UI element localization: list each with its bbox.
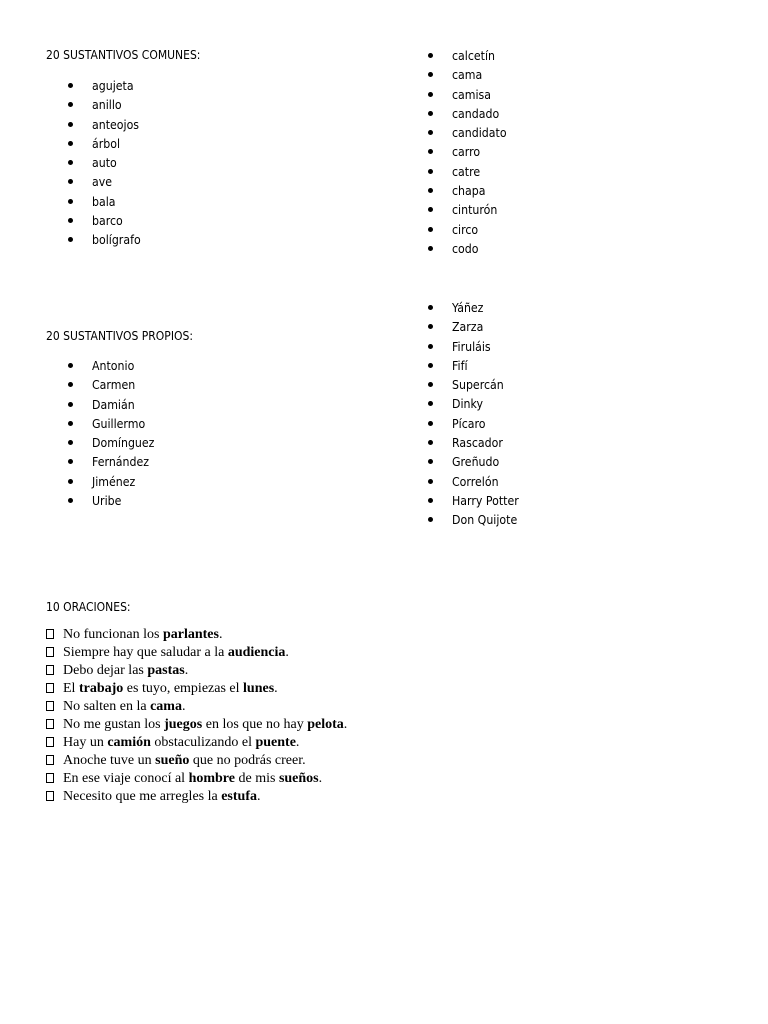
sentence-text: de mis	[234, 771, 279, 786]
sentence-item	[46, 698, 347, 716]
bullet-icon	[68, 421, 73, 426]
bullet-icon	[68, 479, 73, 484]
sentence-text: .	[181, 699, 186, 714]
list-item	[428, 239, 514, 258]
highlighted-noun: audiencia	[227, 645, 286, 660]
missing-glyph-icon	[46, 755, 54, 765]
sentence-item	[46, 626, 347, 644]
sentences-list	[46, 626, 347, 806]
highlighted-noun: trabajo	[78, 681, 124, 696]
highlighted-noun: puente	[255, 735, 296, 750]
bullet-icon	[68, 179, 73, 184]
list-item	[428, 452, 528, 471]
missing-glyph-icon	[46, 719, 54, 729]
sentence-text: .	[318, 771, 323, 786]
bullet-icon	[428, 401, 433, 406]
missing-glyph-icon	[46, 665, 54, 675]
proper-nouns-heading: 20 SUSTANTIVOS PROPIOS:	[46, 329, 194, 343]
list-item-text: Greñudo	[452, 454, 500, 470]
bullet-icon	[428, 324, 433, 329]
highlighted-noun: estufa	[221, 789, 257, 804]
list-item-text: Antonio	[92, 358, 135, 373]
list-item-text: Firuláis	[452, 338, 491, 354]
list-item-text: candado	[452, 105, 500, 121]
sentence-text: es tuyo, empiezas el	[123, 681, 244, 696]
list-item-text: calcetín	[452, 48, 496, 63]
list-item-text: cinturón	[452, 202, 498, 218]
bullet-icon	[68, 160, 73, 165]
missing-glyph-icon	[46, 791, 54, 801]
bullet-icon	[428, 246, 433, 251]
list-item-text: bolígrafo	[92, 232, 141, 248]
bullet-icon	[428, 305, 433, 310]
sentence-text: obstaculizando el	[150, 735, 256, 750]
list-item-text: Jiménez	[92, 473, 136, 489]
sentence-item	[46, 644, 347, 662]
sentence-item	[46, 770, 347, 788]
list-item	[428, 394, 528, 413]
sentence-text: .	[257, 789, 261, 804]
bullet-icon	[428, 53, 433, 58]
sentence-text: El	[63, 681, 79, 696]
sentence-text: que no podrás creer.	[189, 753, 306, 768]
sentence-text: No me gustan los	[63, 717, 165, 732]
bullet-icon	[68, 498, 73, 503]
common-nouns-list-left	[68, 76, 147, 250]
sentence-text: Debo dejar las	[63, 663, 148, 678]
sentence-text: .	[285, 645, 289, 660]
bullet-icon	[428, 382, 433, 387]
bullet-icon	[428, 421, 433, 426]
list-item	[428, 85, 514, 104]
list-item	[428, 433, 528, 452]
list-item	[428, 414, 528, 433]
list-item	[428, 162, 514, 181]
list-item	[428, 472, 528, 491]
sentence-item	[46, 662, 347, 680]
list-item	[68, 95, 147, 114]
list-item-text: Carmen	[92, 377, 136, 393]
bullet-icon	[428, 227, 433, 232]
proper-nouns-list-left	[68, 356, 163, 510]
list-item	[428, 356, 528, 375]
list-item	[428, 46, 514, 65]
list-item	[428, 491, 528, 510]
sentence-text: .	[184, 663, 189, 678]
bullet-icon	[428, 188, 433, 193]
bullet-icon	[68, 199, 73, 204]
sentence-text: No funcionan los	[63, 627, 163, 642]
list-item-text: Harry Potter	[452, 492, 519, 508]
list-item	[428, 123, 514, 142]
highlighted-noun: pastas	[147, 663, 185, 678]
list-item-text: carro	[452, 144, 481, 160]
sentence-text: Anoche tuve un	[63, 753, 156, 768]
list-item	[68, 395, 163, 414]
bullet-icon	[428, 479, 433, 484]
list-item-text: Supercán	[452, 377, 504, 393]
list-item	[428, 298, 528, 317]
list-item-text: ave	[92, 174, 113, 190]
bullet-icon	[68, 218, 73, 223]
list-item-text: Yáñez	[452, 300, 484, 315]
missing-glyph-icon	[46, 629, 54, 639]
bullet-icon	[428, 440, 433, 445]
sentence-item	[46, 734, 347, 752]
sentence-text: Necesito que me arregles la	[63, 789, 222, 804]
list-item	[68, 172, 147, 191]
bullet-icon	[428, 207, 433, 212]
sentence-text: .	[218, 627, 223, 642]
list-item-text: Fifí	[452, 357, 468, 373]
bullet-icon	[428, 459, 433, 464]
common-nouns-list-right	[428, 46, 514, 258]
list-item-text: Pícaro	[452, 415, 486, 431]
list-item	[428, 220, 514, 239]
bullet-icon	[428, 517, 433, 522]
sentence-item	[46, 788, 347, 806]
missing-glyph-icon	[46, 737, 54, 747]
list-item-text: Zarza	[452, 319, 484, 335]
list-item-text: Damián	[92, 396, 135, 412]
bullet-icon	[68, 459, 73, 464]
highlighted-noun: hombre	[188, 771, 235, 786]
list-item	[68, 153, 147, 172]
bullet-icon	[428, 92, 433, 97]
common-nouns-heading: 20 SUSTANTIVOS COMUNES:	[46, 48, 201, 62]
list-item	[68, 414, 163, 433]
list-item	[68, 134, 147, 153]
list-item-text: camisa	[452, 86, 492, 102]
bullet-icon	[68, 382, 73, 387]
bullet-icon	[68, 440, 73, 445]
sentence-text: en los que no hay	[202, 717, 308, 732]
list-item	[68, 472, 163, 491]
list-item-text: auto	[92, 155, 117, 171]
sentences-heading: 10 ORACIONES:	[46, 600, 131, 614]
list-item	[68, 375, 163, 394]
list-item	[428, 510, 528, 529]
missing-glyph-icon	[46, 647, 54, 657]
list-item-text: anteojos	[92, 116, 140, 132]
bullet-icon	[68, 83, 73, 88]
list-item	[68, 211, 147, 230]
highlighted-noun: pelota	[307, 717, 344, 732]
missing-glyph-icon	[46, 701, 54, 711]
sentence-text: Hay un	[63, 735, 108, 750]
bullet-icon	[428, 72, 433, 77]
list-item-text: Don Quijote	[452, 512, 518, 528]
list-item-text: bala	[92, 193, 116, 209]
list-item	[68, 452, 163, 471]
list-item	[428, 142, 514, 161]
highlighted-noun: lunes	[243, 681, 275, 696]
list-item-text: cama	[452, 67, 483, 83]
bullet-icon	[68, 122, 73, 127]
list-item-text: Dinky	[452, 396, 483, 412]
list-item-text: circo	[452, 221, 479, 237]
list-item-text: Correlón	[452, 473, 499, 489]
list-item-text: árbol	[92, 135, 121, 151]
bullet-icon	[428, 169, 433, 174]
list-item	[68, 115, 147, 134]
bullet-icon	[428, 130, 433, 135]
highlighted-noun: sueño	[155, 753, 190, 768]
list-item	[428, 181, 514, 200]
list-item-text: barco	[92, 213, 123, 229]
bullet-icon	[428, 498, 433, 503]
highlighted-noun: sueños	[278, 771, 319, 786]
sentence-item	[46, 680, 347, 698]
list-item-text: chapa	[452, 183, 486, 199]
list-item-text: Guillermo	[92, 415, 146, 431]
list-item-text: codo	[452, 240, 479, 256]
bullet-icon	[428, 149, 433, 154]
bullet-icon	[428, 344, 433, 349]
list-item	[428, 200, 514, 219]
list-item	[428, 317, 528, 336]
sentence-text: .	[343, 717, 348, 732]
list-item	[68, 76, 147, 95]
bullet-icon	[68, 363, 73, 368]
list-item-text: anillo	[92, 97, 122, 113]
missing-glyph-icon	[46, 773, 54, 783]
bullet-icon	[68, 141, 73, 146]
sentence-text: En ese viaje conocí al	[63, 771, 189, 786]
list-item-text: Domínguez	[92, 435, 155, 451]
sentence-text: No salten en la	[63, 699, 151, 714]
list-item	[428, 65, 514, 84]
bullet-icon	[68, 237, 73, 242]
bullet-icon	[68, 402, 73, 407]
list-item-text: agujeta	[92, 78, 134, 93]
list-item-text: Uribe	[92, 493, 122, 509]
sentence-text: Siempre hay que saludar a la	[63, 645, 228, 660]
list-item	[68, 230, 147, 249]
list-item-text: catre	[452, 163, 481, 179]
list-item	[68, 491, 163, 510]
sentence-item	[46, 716, 347, 734]
list-item	[428, 375, 528, 394]
sentence-item	[46, 752, 347, 770]
missing-glyph-icon	[46, 683, 54, 693]
list-item	[428, 104, 514, 123]
highlighted-noun: juegos	[164, 717, 203, 732]
bullet-icon	[428, 363, 433, 368]
list-item	[68, 433, 163, 452]
list-item	[428, 337, 528, 356]
bullet-icon	[68, 102, 73, 107]
highlighted-noun: camión	[107, 735, 151, 750]
list-item-text: candidato	[452, 125, 507, 141]
list-item-text: Fernández	[92, 454, 150, 470]
list-item-text: Rascador	[452, 435, 503, 451]
highlighted-noun: parlantes	[162, 627, 219, 642]
sentence-text: .	[295, 735, 300, 750]
bullet-icon	[428, 111, 433, 116]
list-item	[68, 356, 163, 375]
highlighted-noun: cama	[150, 699, 182, 714]
sentence-text: .	[274, 681, 278, 696]
proper-nouns-list-right	[428, 298, 528, 530]
list-item	[68, 192, 147, 211]
